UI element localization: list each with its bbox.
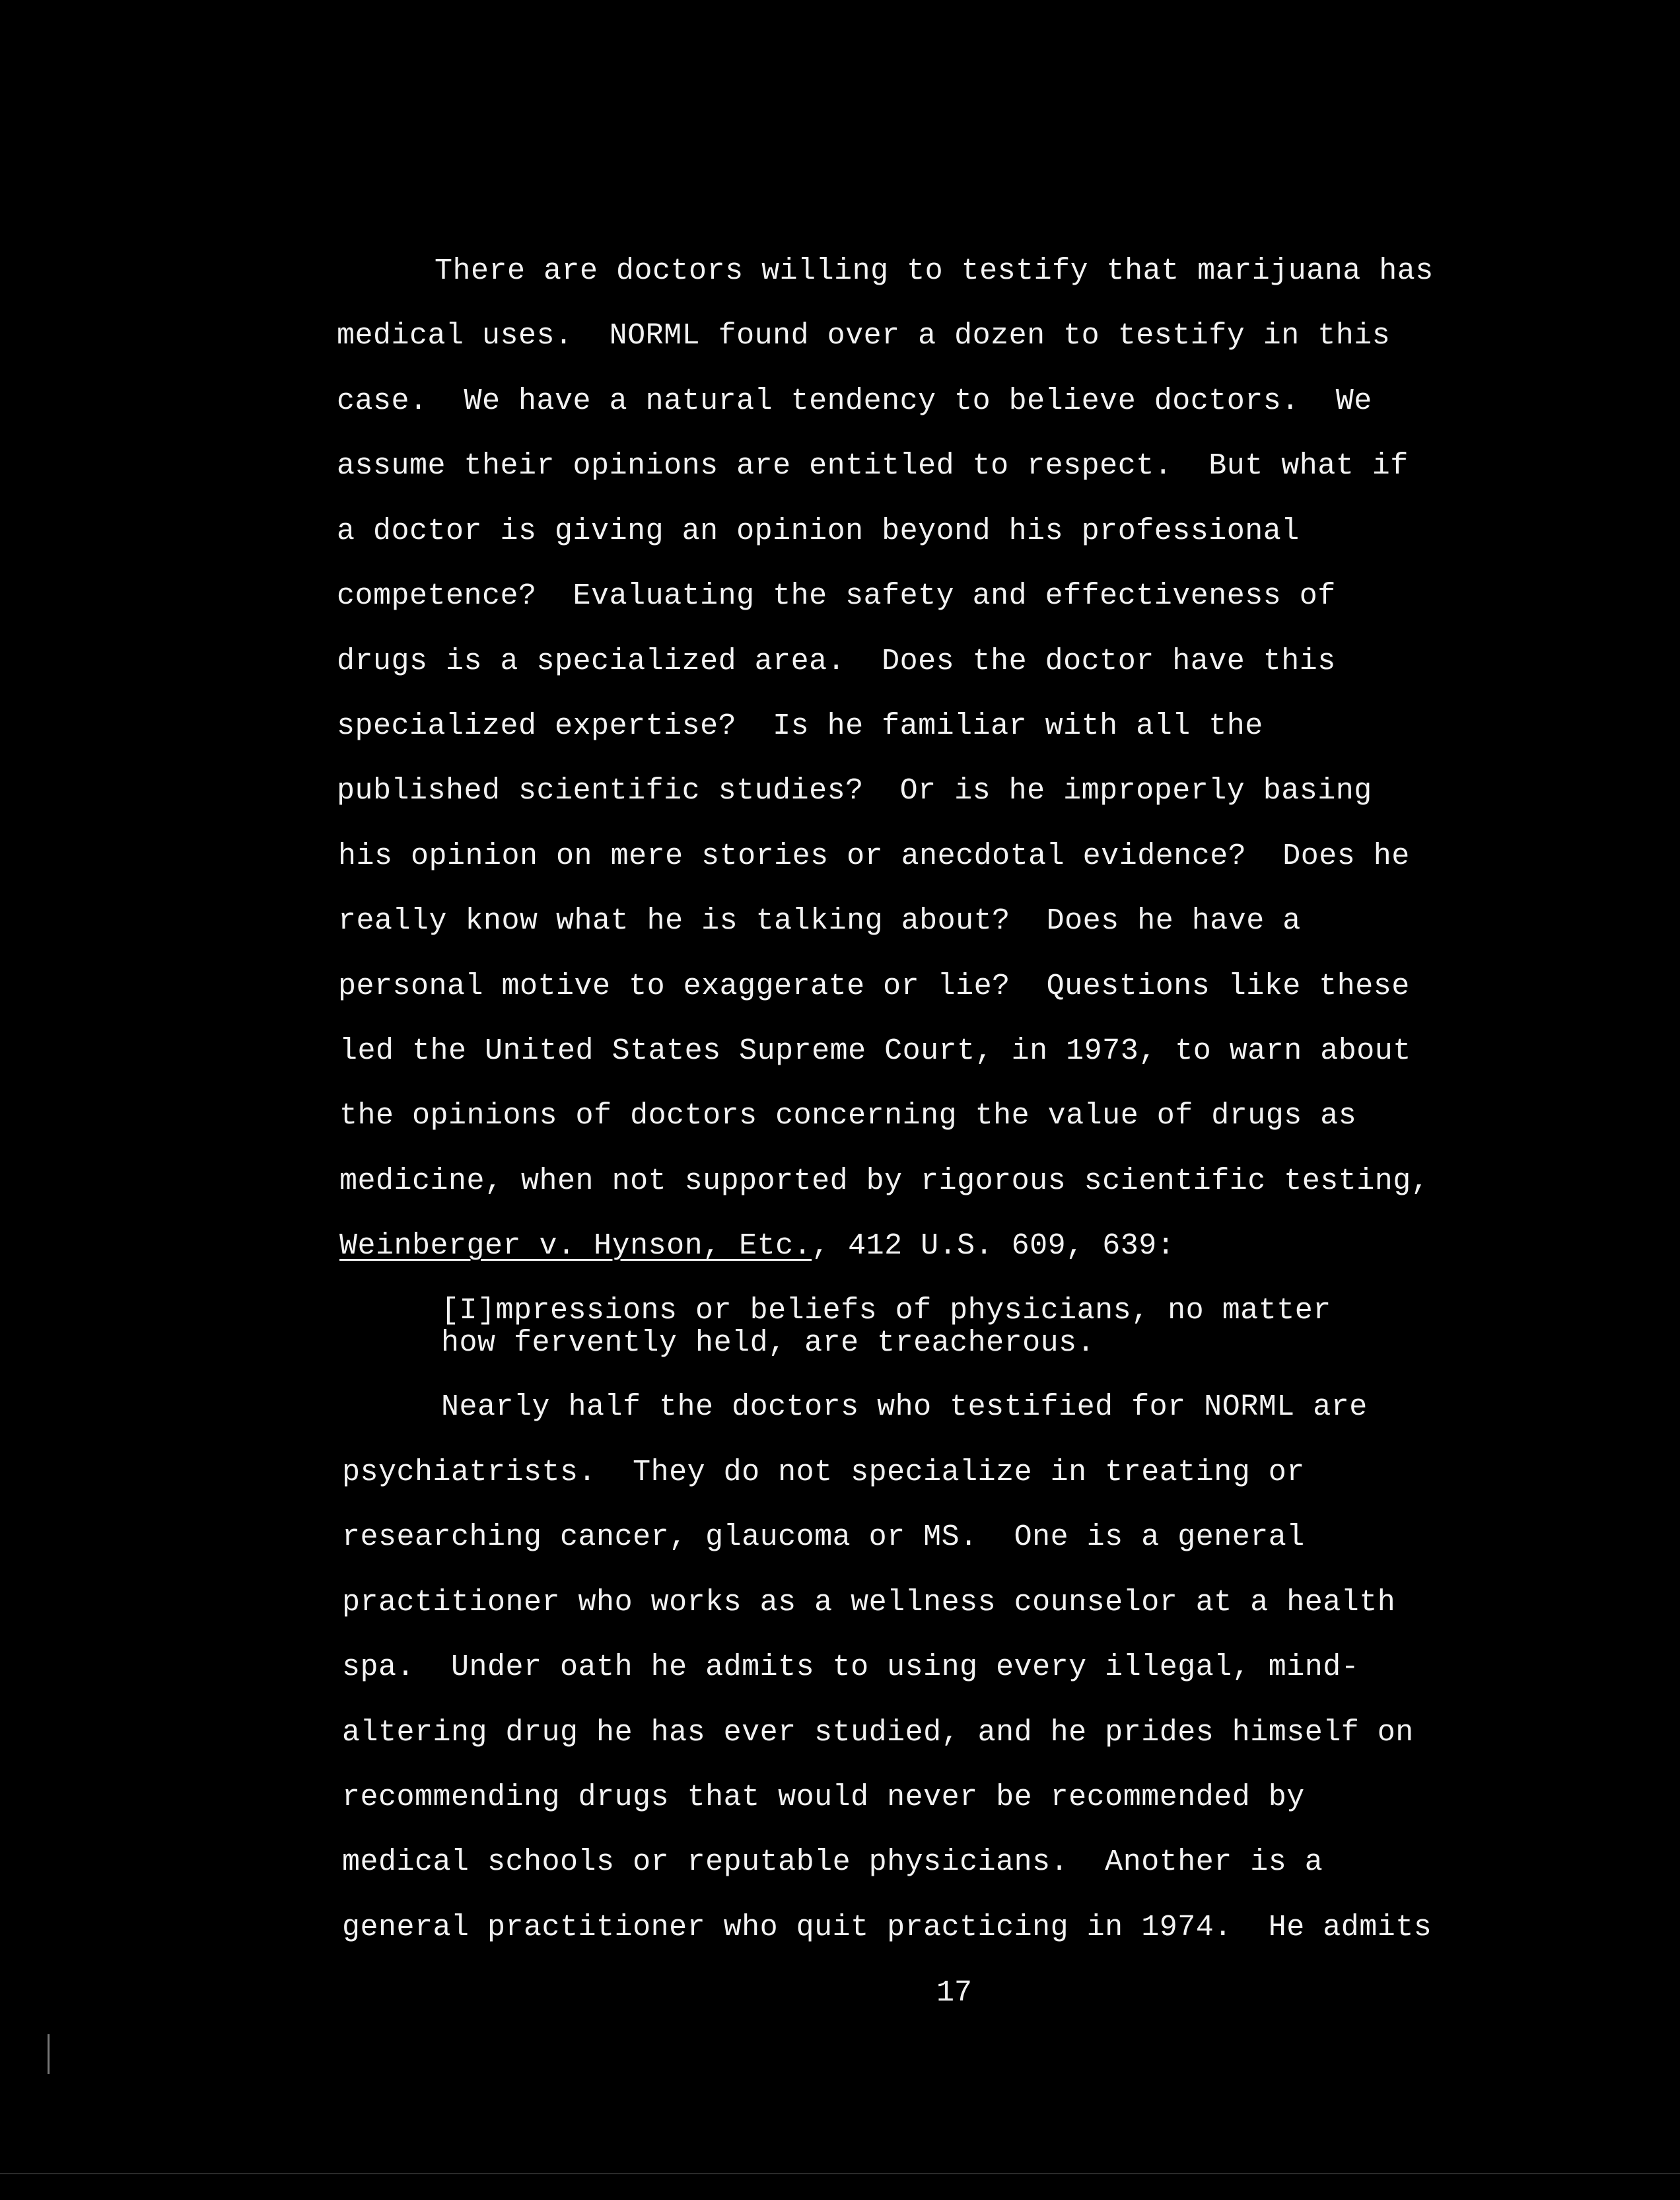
paragraph-1-line-13: led the United States Supreme Court, in 1973, to warn about xyxy=(339,1034,1411,1068)
page-number: 17 xyxy=(936,1976,973,2010)
paragraph-2-line-4: practitioner who works as a wellness counselor at a health xyxy=(342,1586,1396,1619)
paragraph-2-line-7: recommending drugs that would never be recommended by xyxy=(342,1781,1305,1814)
citation-reference: , 412 U.S. 609, 639: xyxy=(812,1229,1175,1263)
quote-line-1: [I]mpressions or beliefs of physicians, no matter xyxy=(441,1294,1331,1328)
paragraph-1-line-1: There are doctors willing to testify that marijuana has xyxy=(435,254,1434,288)
paragraph-2-line-6: altering drug he has ever studied, and he prides himself on xyxy=(342,1716,1414,1750)
paragraph-2-line-3: researching cancer, glaucoma or MS. One is a general xyxy=(342,1520,1305,1554)
paragraph-2-line-5: spa. Under oath he admits to using every illegal, mind- xyxy=(342,1650,1360,1684)
paragraph-1-line-14: the opinions of doctors concerning the value of drugs as xyxy=(339,1099,1357,1133)
case-citation: Weinberger v. Hynson, Etc. xyxy=(339,1229,812,1263)
paragraph-1-line-4: assume their opinions are entitled to respect. But what if xyxy=(337,449,1409,483)
paragraph-1-line-10: his opinion on mere stories or anecdotal evidence? Does he xyxy=(338,839,1410,873)
paragraph-1-line-6: competence? Evaluating the safety and effectiveness of xyxy=(337,579,1336,613)
paragraph-1-line-11: really know what he is talking about? Does he have a xyxy=(338,904,1301,938)
paragraph-1-line-7: drugs is a specialized area. Does the doctor have this xyxy=(337,645,1336,678)
paragraph-2-line-9: general practitioner who quit practicing in 1974. He admits xyxy=(342,1911,1432,1944)
quote-line-2: how fervently held, are treacherous. xyxy=(441,1326,1096,1360)
paragraph-2-line-1: Nearly half the doctors who testified for NORML are xyxy=(441,1390,1368,1424)
scan-artifact-left xyxy=(48,2034,50,2074)
paragraph-1-line-15: medicine, when not supported by rigorous scientific testing, xyxy=(339,1164,1430,1198)
citation-line xyxy=(339,1226,1175,1266)
scan-artifact-bottom xyxy=(0,2173,1680,2174)
paragraph-2-line-8: medical schools or reputable physicians. Another is a xyxy=(342,1845,1323,1879)
paragraph-1-line-12: personal motive to exaggerate or lie? Questions like these xyxy=(338,970,1410,1003)
paragraph-2-line-2: psychiatrists. They do not specialize in treating or xyxy=(342,1456,1305,1489)
paragraph-1-line-8: specialized expertise? Is he familiar with all the xyxy=(337,709,1263,743)
paragraph-1-line-5: a doctor is giving an opinion beyond his professional xyxy=(337,515,1300,548)
paragraph-1-line-9: published scientific studies? Or is he improperly basing xyxy=(337,774,1372,808)
paragraph-1-line-3: case. We have a natural tendency to believe doctors. We xyxy=(337,384,1372,418)
paragraph-1-line-2: medical uses. NORML found over a dozen to testify in this xyxy=(337,319,1391,353)
